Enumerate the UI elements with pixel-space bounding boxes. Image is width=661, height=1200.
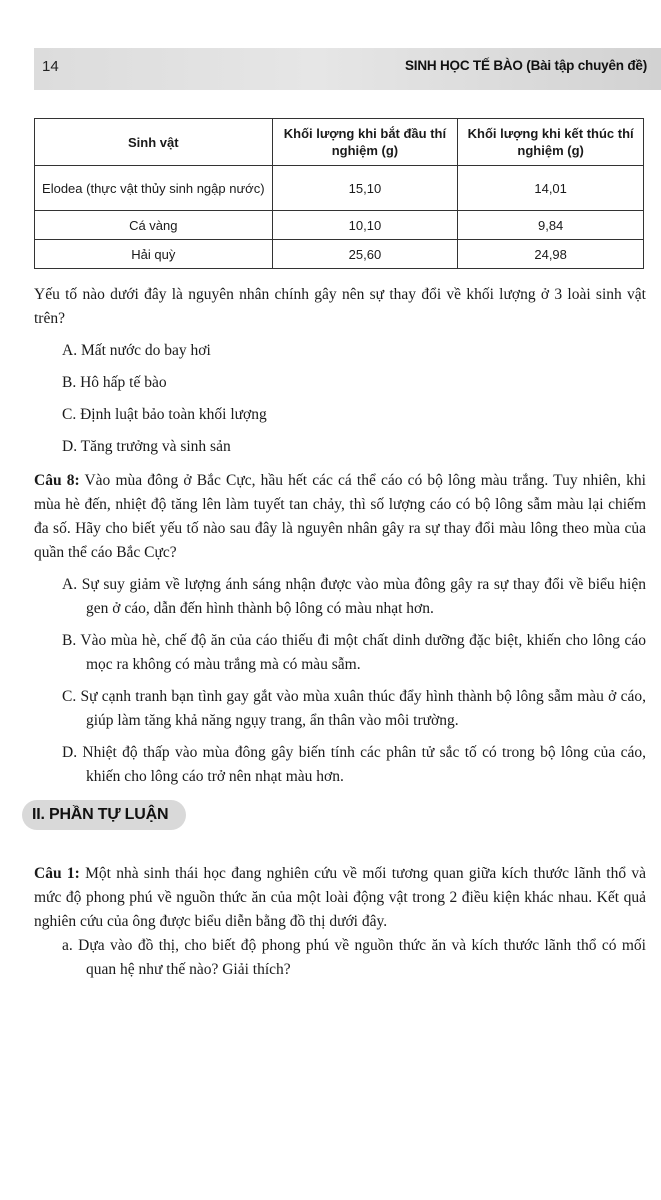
q8-option-a: A. Sự suy giảm về lượng ánh sáng nhận được vào mùa đông gây ra sự thay đổi về biểu hiện gen ở cáo, dẫn đến hình thành bộ lông có màu nhạt hơn. <box>62 576 646 617</box>
table-cell: 10,10 <box>272 211 458 240</box>
essay-question-1-body: Một nhà sinh thái học đang nghiên cứu về mối tương quan giữa kích thước lãnh thổ và mức độ phong phú về nguồn thức ăn của một loài động vật trong 2 điều kiện khác nhau. Kết quả nghiên cứu của ông được biểu diễn bằng đồ thị dưới đây. <box>34 865 647 930</box>
q7-option-b: B. Hô hấp tế bào <box>62 374 167 391</box>
question-8-body: Vào mùa đông ở Bắc Cực, hầu hết các cá thể cáo có bộ lông màu trắng. Tuy nhiên, khi mùa hè đến, nhiệt độ tăng lên làm tuyết tan chảy, thì số lượng cáo có bộ lông sẫm màu lại chiếm đa số. Hãy cho biết yếu tố nào sau đây là nguyên nhân gây ra sự thay đổi màu lông theo mùa của quần thể cáo Bắc Cực? <box>34 472 646 561</box>
table-cell: 25,60 <box>272 240 458 269</box>
table-row <box>35 211 644 240</box>
section-heading <box>22 800 186 830</box>
table-row <box>35 166 644 211</box>
essay-question-1 <box>34 862 646 934</box>
table-cell: Cá vàng <box>35 211 273 240</box>
running-title: SINH HỌC TẾ BÀO (Bài tập chuyên đề) <box>404 58 647 73</box>
table-cell: 14,01 <box>458 166 644 211</box>
q7-option-d: D. Tăng trưởng và sinh sản <box>62 438 231 455</box>
table-cell: 15,10 <box>272 166 458 211</box>
q8-option-b: B. Vào mùa hè, chế độ ăn của cáo thiếu đi một chất dinh dưỡng đặc biệt, khiến cho lông cáo mọc ra không có màu trắng mà có màu sẫm. <box>62 632 646 673</box>
essay-block <box>34 862 646 982</box>
question-7-text: Yếu tố nào dưới đây là nguyên nhân chính gây nên sự thay đổi về khối lượng ở 3 loài sinh vật trên? <box>34 286 646 327</box>
table-cell: Hải quỳ <box>35 240 273 269</box>
table-header-organism: Sinh vật <box>35 119 273 166</box>
q7-option-a: A. Mất nước do bay hơi <box>62 342 211 359</box>
page-number: 14 <box>42 58 59 75</box>
table-header-mass-end: Khối lượng khi kết thúc thí nghiệm (g) <box>458 119 644 166</box>
q8-option-d: D. Nhiệt độ thấp vào mùa đông gây biến tính các phân tử sắc tố có trong bộ lông của cáo, khiến cho lông cáo trở nên nhạt màu hơn. <box>62 744 646 785</box>
table-cell: Elodea (thực vật thủy sinh ngập nước) <box>35 166 273 211</box>
table-header-row <box>35 119 644 166</box>
q7-option-c: C. Định luật bảo toàn khối lượng <box>62 406 267 423</box>
mass-table <box>34 118 644 269</box>
question-block <box>34 283 646 789</box>
table-header-mass-start: Khối lượng khi bắt đầu thí nghiệm (g) <box>272 119 458 166</box>
table-row <box>35 240 644 269</box>
essay-q1-sub-a: a. Dựa vào đồ thị, cho biết độ phong phú về nguồn thức ăn và kích thước lãnh thổ có mối quan hệ như thế nào? Giải thích? <box>62 937 646 978</box>
section-title: II. PHẦN TỰ LUẬN <box>22 800 186 830</box>
question-8-text <box>34 469 646 565</box>
table-cell: 9,84 <box>458 211 644 240</box>
essay-question-1-label: Câu 1: <box>34 865 80 882</box>
question-8-label: Câu 8: <box>34 472 80 489</box>
page-header <box>34 48 661 90</box>
table-cell: 24,98 <box>458 240 644 269</box>
q8-option-c: C. Sự cạnh tranh bạn tình gay gắt vào mùa xuân thúc đẩy hình thành bộ lông sẫm màu ở cáo, giúp làm tăng khả năng ngụy trang, ẩn thân vào môi trường. <box>62 688 646 729</box>
